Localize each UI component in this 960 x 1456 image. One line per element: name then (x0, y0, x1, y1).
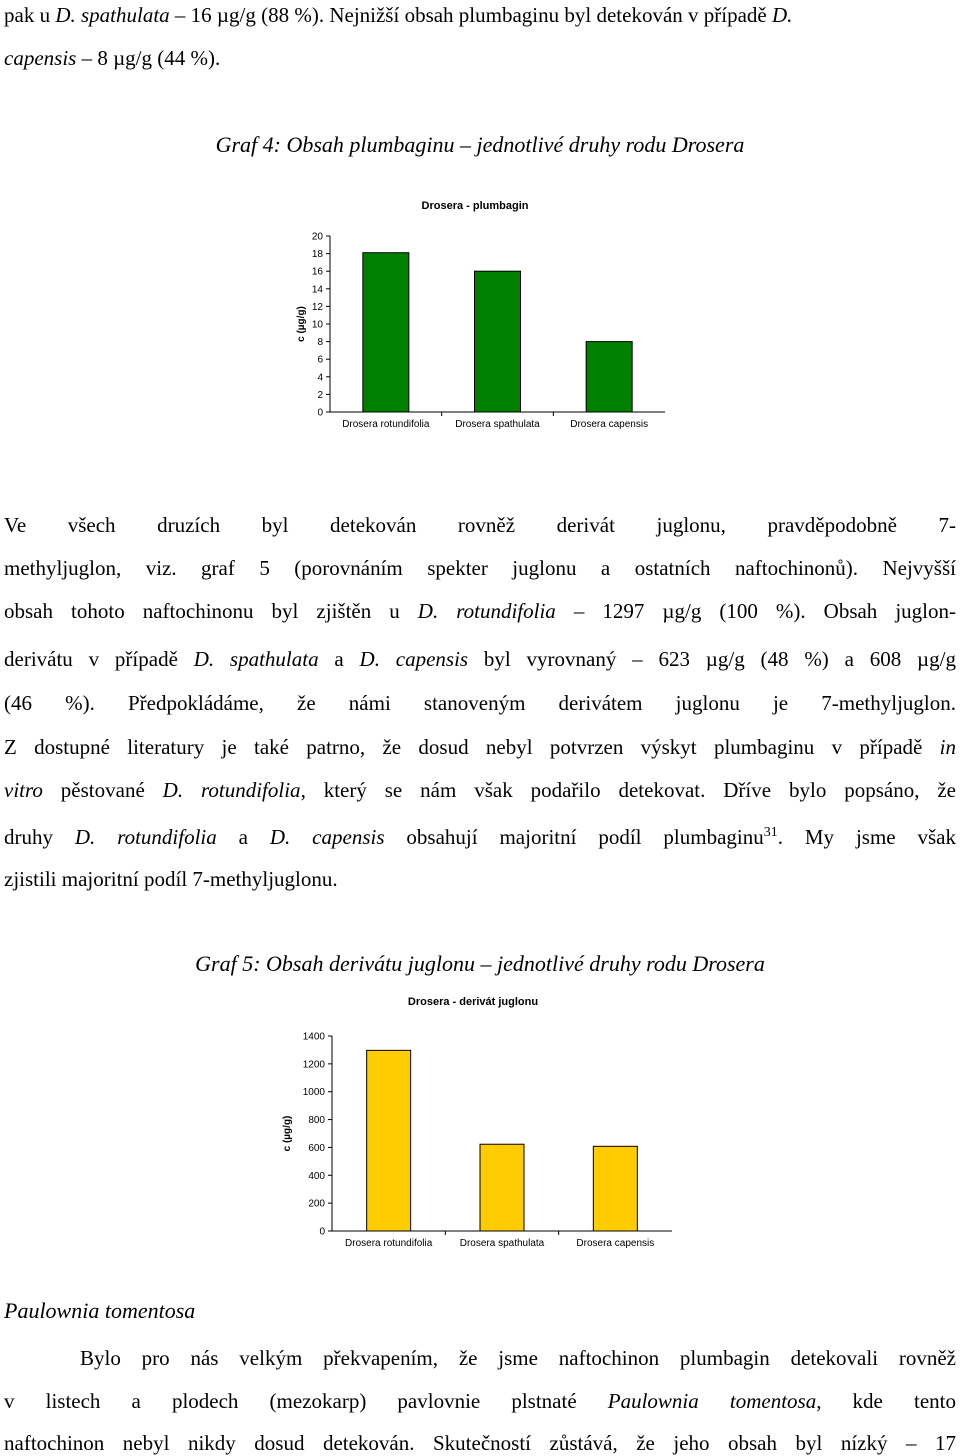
bar (363, 253, 409, 412)
para-line-9: zjistili majoritní podíl 7-methyljuglonu. (4, 867, 338, 891)
bottom-line-2: v listech a plodech (mezokarp) pavlovnie plstnaté Paulownia tomentosa, kde tento (4, 1389, 956, 1413)
y-tick-label: 4 (317, 372, 323, 384)
x-tick-label: Drosera rotundifolia (342, 419, 430, 430)
x-tick-label: Drosera spathulata (459, 1238, 545, 1249)
bar (586, 342, 632, 412)
para-line-3: obsah tohoto naftochinonu byl zjištěn u D. rotundifolia – 1297 µg/g (100 %). Obsah juglon- (4, 599, 957, 623)
y-tick-label: 18 (311, 249, 323, 261)
y-tick-label: 10 (311, 319, 323, 331)
text-line-top-1: pak u D. spathulata – 16 µg/g (88 %). Nejnižší obsah plumbaginu byl detekován v případě D. (4, 3, 793, 27)
x-tick-label: Drosera rotundifolia (345, 1238, 433, 1249)
y-tick-label: 0 (317, 407, 323, 419)
y-tick-label: 2 (317, 389, 323, 401)
para-line-4: derivátu v případě D. spathulata a D. capensis byl vyrovnaný – 623 µg/g (48 %) a 608 µg/g (4, 647, 956, 671)
para-line-5: (46 %). Předpokládáme, že námi stanoveným derivátem juglonu je 7-methyljuglon. (4, 691, 956, 715)
y-tick-label: 1400 (302, 1031, 325, 1043)
y-tick-label: 800 (308, 1115, 325, 1127)
section-heading: Paulownia tomentosa (4, 1298, 196, 1323)
y-tick-label: 8 (317, 337, 323, 349)
y-tick-label: 200 (308, 1198, 325, 1210)
para-line-6: Z dostupné literatury je také patrno, že dosud nebyl potvrzen výskyt plumbaginu v případě in (4, 735, 956, 759)
graf5-caption: Graf 5: Obsah derivátu juglonu – jednotlivé druhy rodu Drosera (195, 951, 765, 976)
y-tick-label: 6 (317, 354, 323, 366)
y-tick-label: 14 (311, 284, 323, 296)
y-axis-label: c (µg/g) (282, 1115, 293, 1152)
bar (475, 271, 521, 412)
chart-juglon (260, 1024, 700, 1261)
para-line-2: methyljuglon, viz. graf 5 (porovnáním spekter juglonu a ostatních naftochinonů). Nejvyšší (4, 556, 956, 580)
text-line-top-2: capensis – 8 µg/g (44 %). (4, 46, 221, 70)
x-tick-label: Drosera spathulata (455, 419, 540, 430)
chart2-svg (260, 1024, 700, 1256)
chart2-title: Drosera - derivát juglonu (407, 996, 539, 1008)
graf4-caption: Graf 4: Obsah plumbaginu – jednotlivé druhy rodu Drosera (215, 132, 745, 157)
x-tick-label: Drosera capensis (576, 1238, 655, 1249)
y-tick-label: 1200 (302, 1059, 325, 1071)
para-line-8: druhy D. rotundifolia a D. capensis obsahují majoritní podíl plumbaginu$^{31}$. My jsme však (4, 825, 956, 849)
para-line-7: vitro pěstované D. rotundifolia, který se nám však podařilo detekovat. Dříve bylo popsáno, že (4, 778, 957, 802)
y-tick-label: 16 (311, 266, 323, 278)
y-tick-label: 0 (319, 1226, 325, 1238)
y-axis-label: c (µg/g) (296, 306, 307, 342)
chart1-svg (280, 222, 700, 437)
y-tick-label: 1000 (302, 1087, 325, 1099)
bar (480, 1144, 524, 1231)
bottom-line-3: naftochinon nebyl nikdy dosud detekován. Skutečností zůstává, že jeho obsah byl nízký – 17 (4, 1431, 956, 1455)
x-tick-label: Drosera capensis (570, 419, 649, 430)
bottom-line-1: Bylo pro nás velkým překvapením, že jsme naftochinon plumbagin detekovali rovněž (80, 1346, 956, 1370)
y-tick-label: 400 (308, 1170, 325, 1182)
para-line-1: Ve všech druzích byl detekován rovněž derivát juglonu, pravděpodobně 7- (4, 513, 956, 537)
bar (367, 1050, 411, 1231)
y-tick-label: 600 (308, 1142, 325, 1154)
y-tick-label: 20 (311, 231, 323, 243)
chart1-title: Drosera - plumbagin (421, 200, 529, 212)
chart-plumbagin (280, 222, 700, 442)
bar (593, 1146, 637, 1231)
y-tick-label: 12 (311, 301, 323, 313)
